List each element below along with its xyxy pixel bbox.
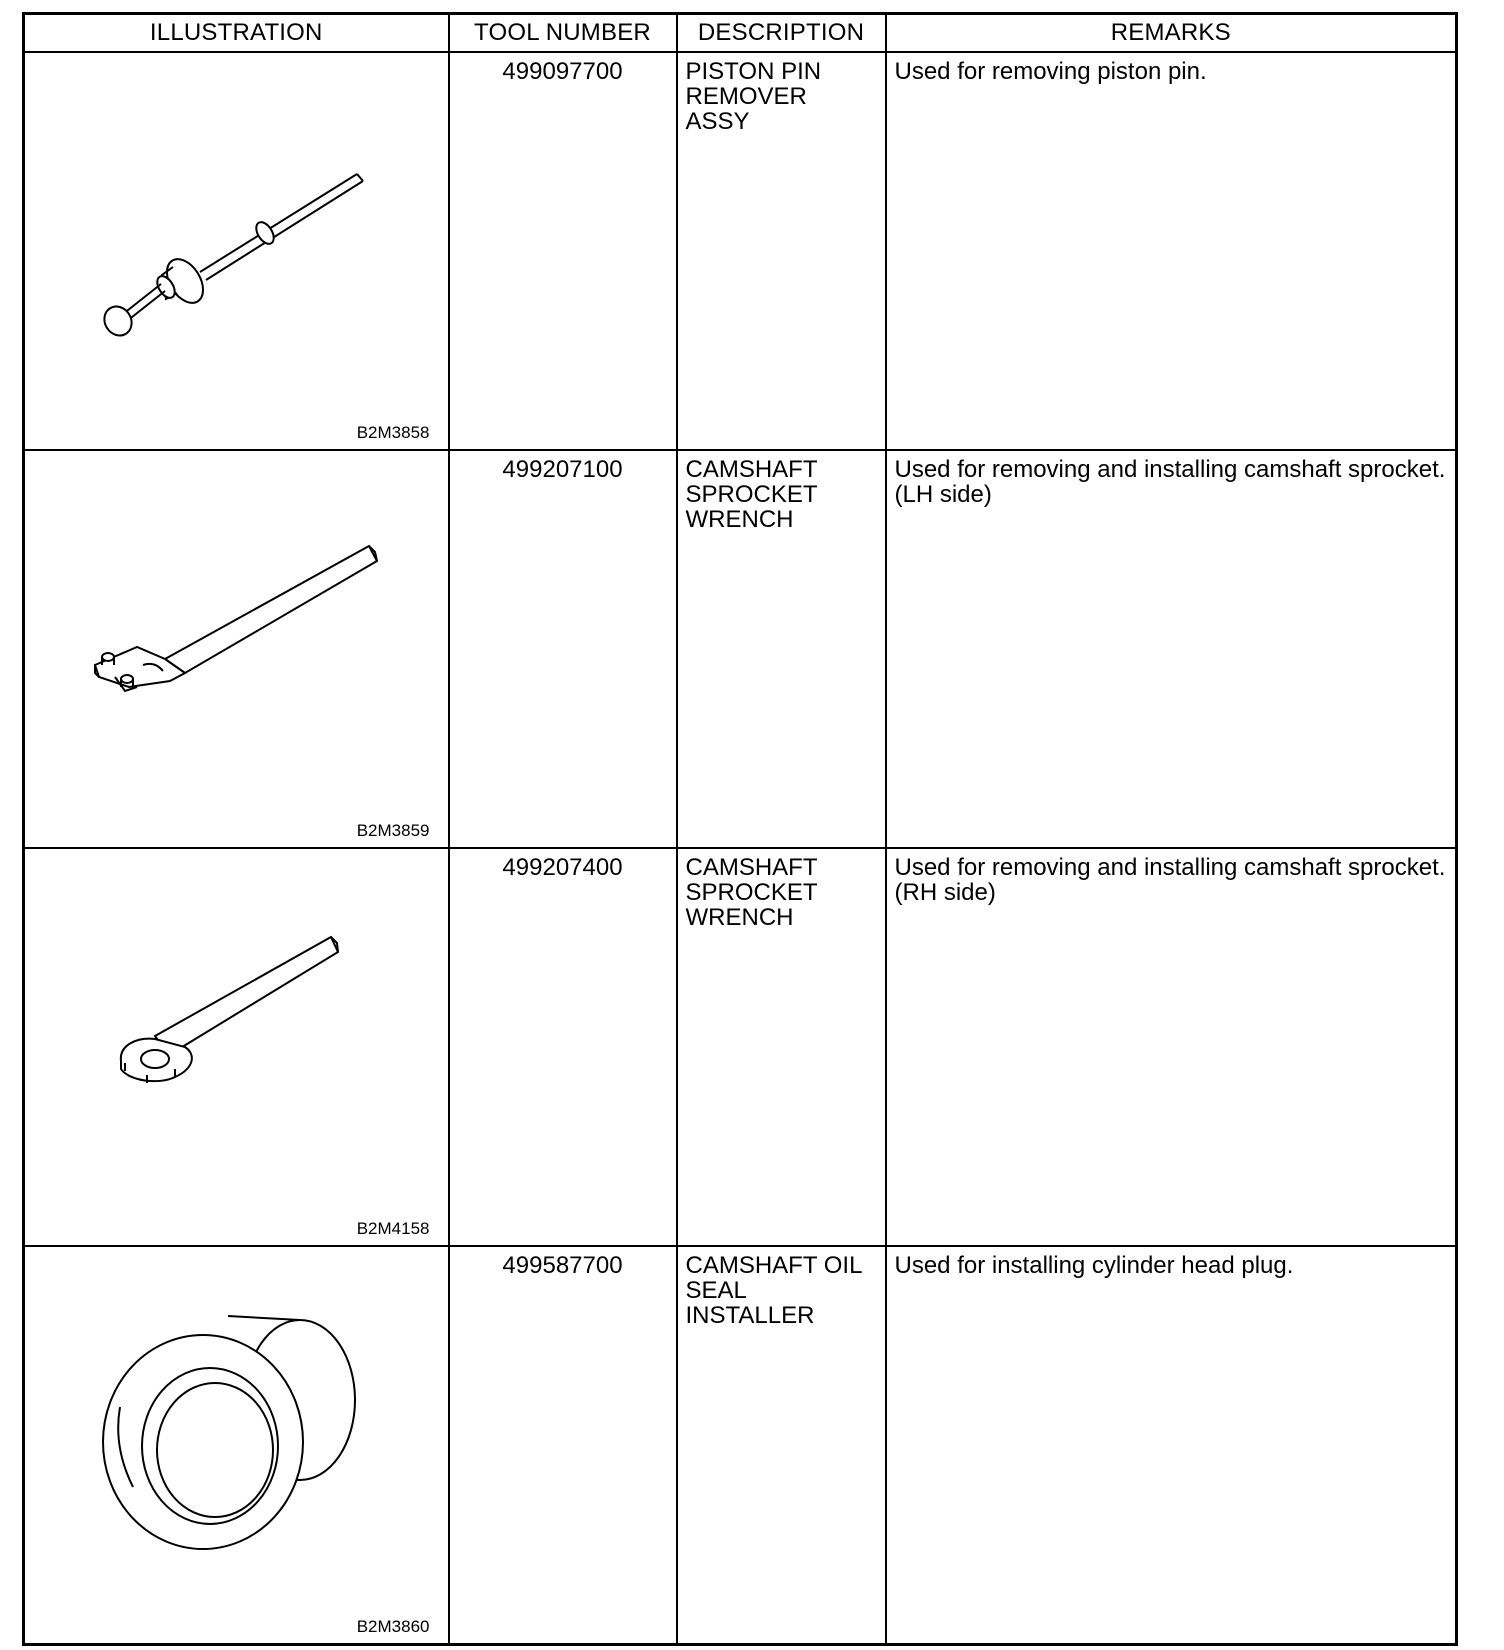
header-remarks: REMARKS [886, 14, 1457, 53]
description-cell [677, 848, 886, 1246]
figure-code: B2M4158 [356, 1219, 430, 1238]
piston-pin-remover-icon [25, 53, 450, 441]
oil-seal-installer-icon [25, 1247, 450, 1635]
description-line: WRENCH [685, 904, 794, 931]
illustration-cell [24, 848, 449, 1246]
remarks-cell: Used for removing and installing camshaft sprocket. (RH side) [886, 848, 1457, 1246]
table-header-row [24, 14, 1457, 53]
description-line: INSTALLER [685, 1302, 815, 1329]
header-tool-number: TOOL NUMBER [449, 14, 677, 53]
illustration-cell [24, 1246, 449, 1645]
header-description: DESCRIPTION [677, 14, 886, 53]
remarks-cell: Used for removing piston pin. [886, 52, 1457, 450]
description-line: SPROCKET [685, 879, 818, 906]
table-row [24, 450, 1457, 848]
table-row [24, 1246, 1457, 1645]
remarks-cell: Used for installing cylinder head plug. [886, 1246, 1457, 1645]
description-line: CAMSHAFT OIL [685, 1252, 863, 1279]
description-line: SPROCKET [685, 481, 818, 508]
description-line: REMOVER [685, 83, 807, 110]
description-cell [677, 450, 886, 848]
tool-number-cell: 499097700 [449, 52, 677, 450]
tool-number-cell: 499207400 [449, 848, 677, 1246]
camshaft-sprocket-wrench-rh-icon [25, 849, 450, 1237]
figure-code: B2M3859 [356, 821, 430, 840]
description-cell [677, 1246, 886, 1645]
header-illustration: ILLUSTRATION [24, 14, 449, 53]
tool-number-cell: 499207100 [449, 450, 677, 848]
description-line: PISTON PIN [685, 58, 822, 85]
description-cell [677, 52, 886, 450]
illustration-cell [24, 450, 449, 848]
description-line: CAMSHAFT [685, 456, 818, 483]
figure-code: B2M3858 [356, 423, 430, 442]
figure-code: B2M3860 [356, 1617, 430, 1636]
table-row [24, 848, 1457, 1246]
description-line: SEAL [685, 1277, 747, 1304]
illustration-cell [24, 52, 449, 450]
special-tools-table [22, 12, 1458, 1646]
remarks-cell: Used for removing and installing camshaft sprocket. (LH side) [886, 450, 1457, 848]
description-line: CAMSHAFT [685, 854, 818, 881]
table-row [24, 52, 1457, 450]
camshaft-sprocket-wrench-lh-icon [25, 451, 450, 839]
description-line: WRENCH [685, 506, 794, 533]
tool-number-cell: 499587700 [449, 1246, 677, 1645]
description-line: ASSY [685, 108, 750, 135]
